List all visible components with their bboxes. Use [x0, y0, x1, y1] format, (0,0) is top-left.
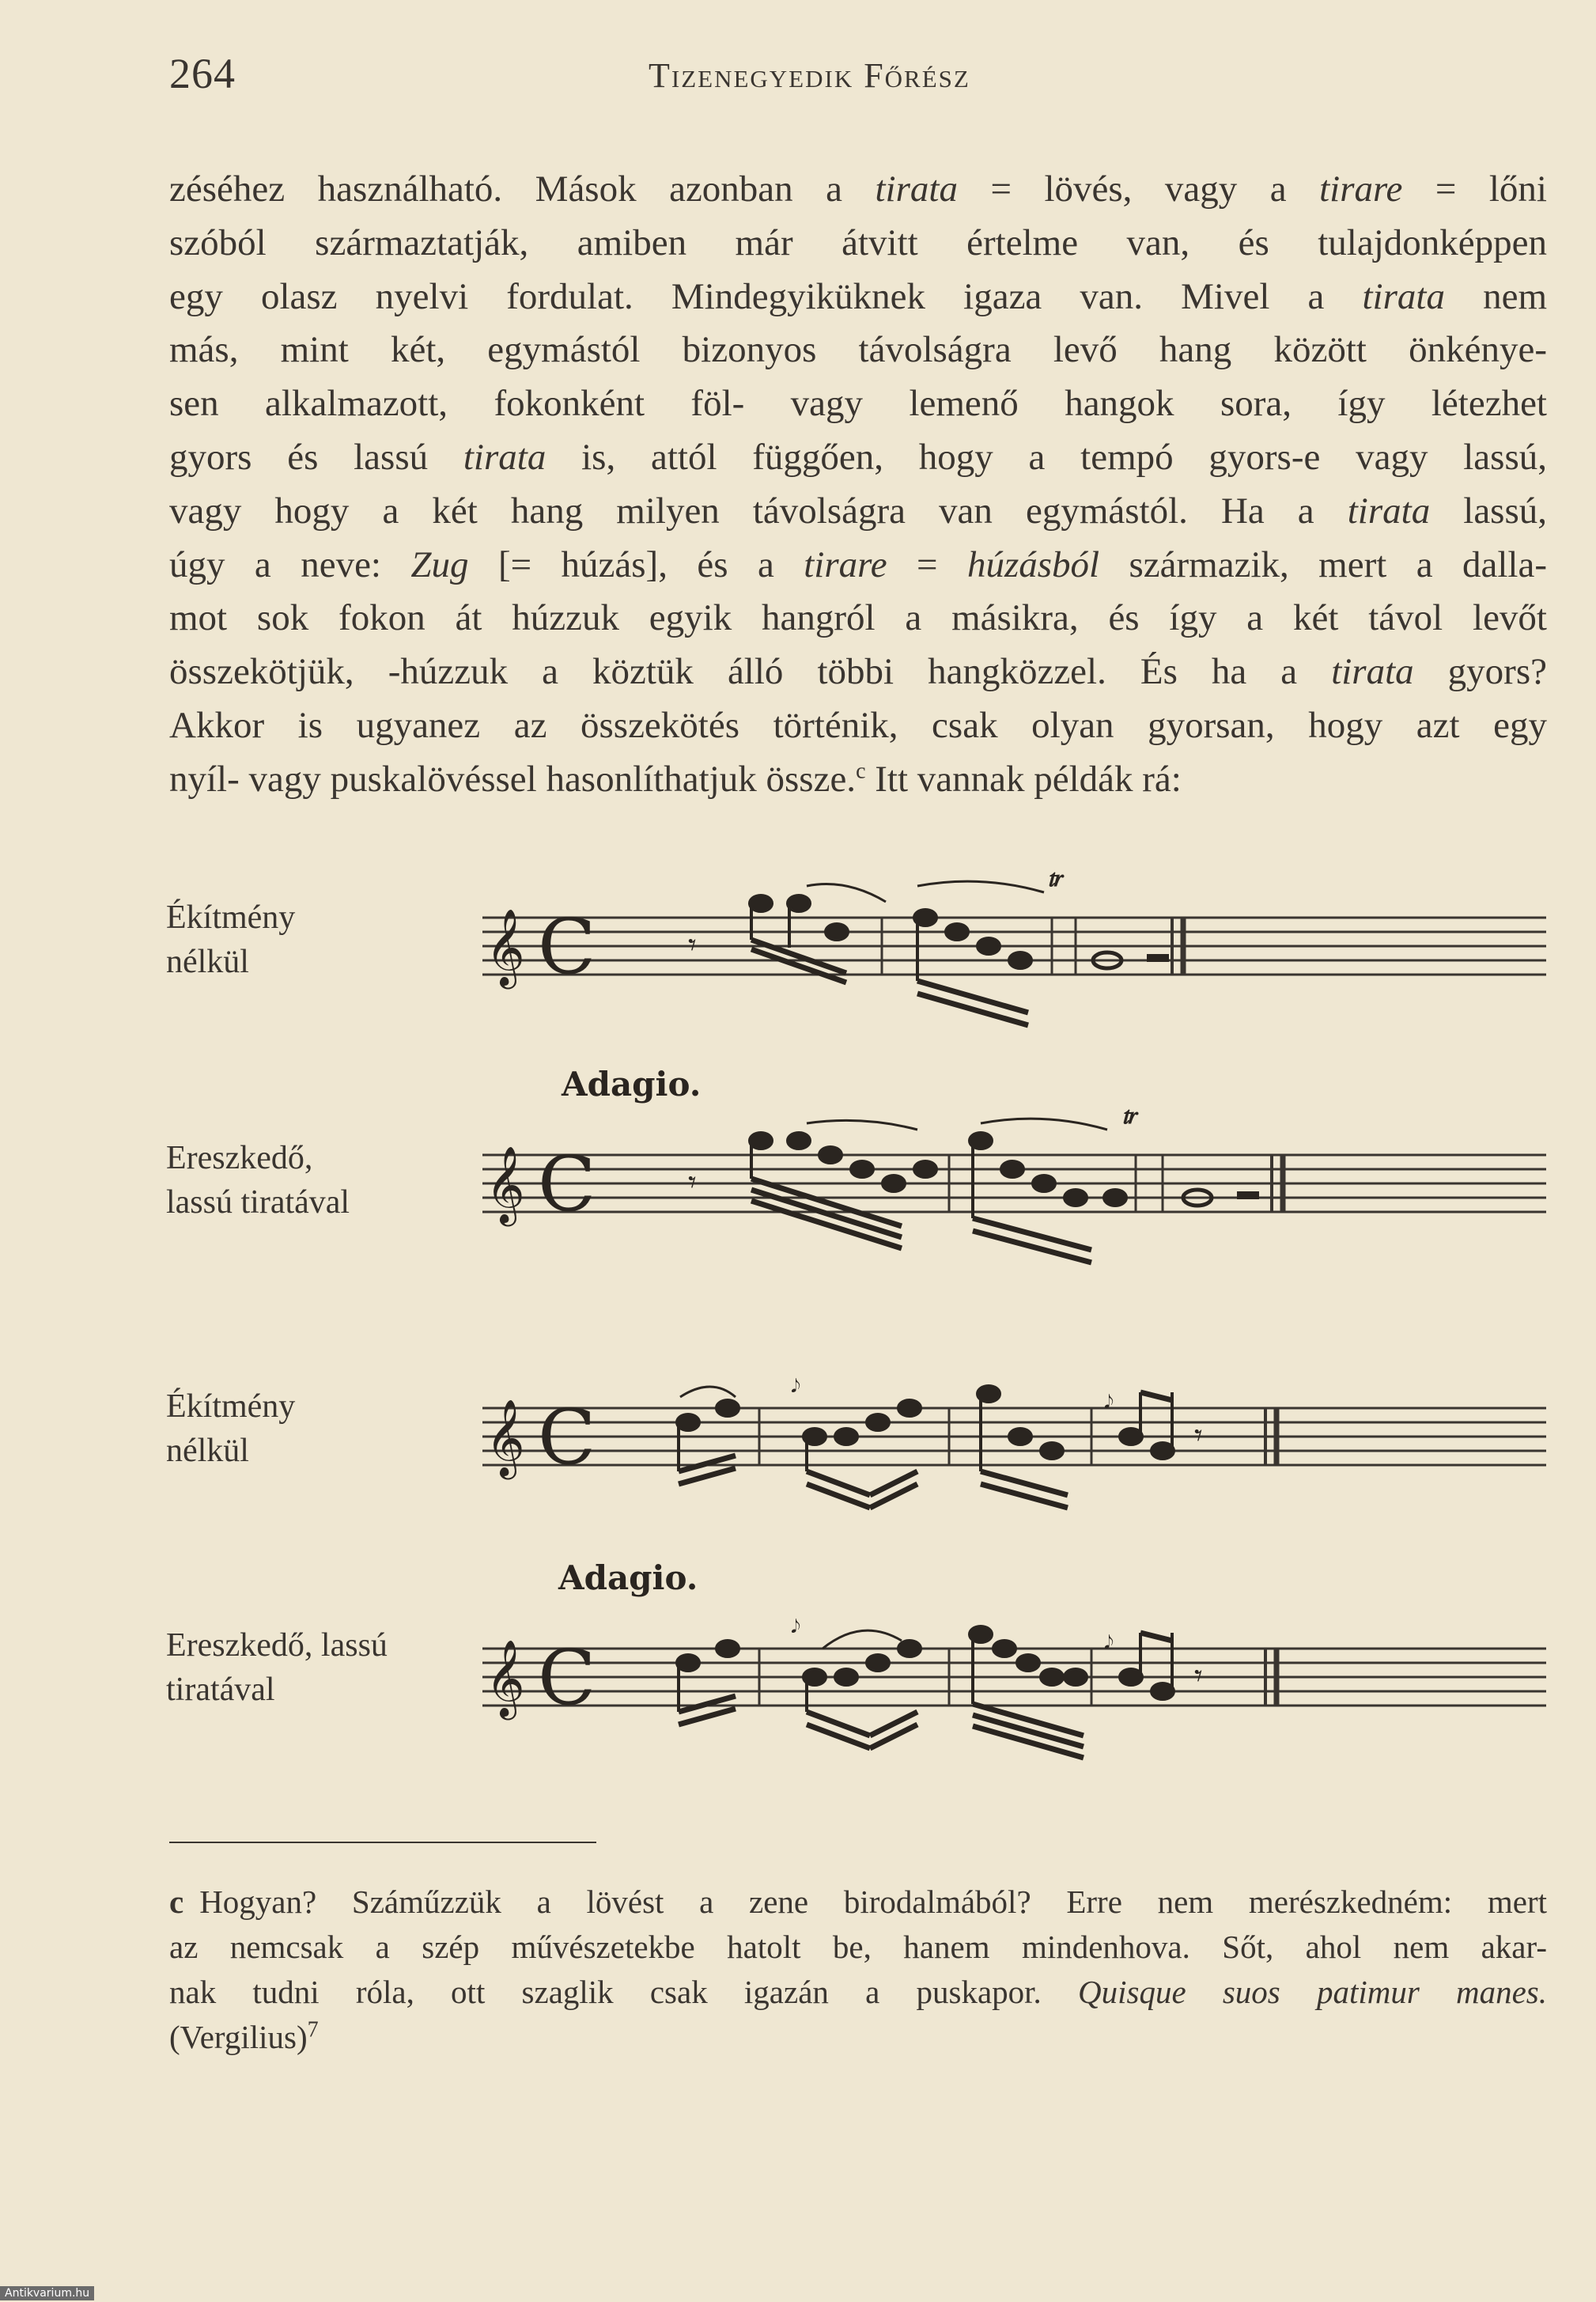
- running-title: Tizenegyedik Főrész: [649, 56, 970, 95]
- rest-icon: 𝄾: [688, 927, 697, 964]
- footnote-line: az nemcsak a szép művészetekbe hatolt be, hanem mindenhova. Sőt, ahol nem akar-: [169, 1929, 1547, 1965]
- text-line: vagy hogy a két hang milyen távolságra van egymástól. Ha a tirata lassú,: [169, 490, 1548, 532]
- watermark: Antikvarium.hu: [0, 2286, 94, 2300]
- footnote-line: nak tudni róla, ott szaglik csak igazán a puskapor. Quisque suos patimur manes.: [169, 1974, 1547, 2010]
- example-2-label: Ereszkedő, lassú tiratával: [166, 1140, 350, 1221]
- clef-icon: 𝄞: [486, 1399, 525, 1476]
- note-group: [750, 884, 886, 983]
- note-group: [978, 1386, 1068, 1508]
- rest-icon: [1147, 954, 1169, 962]
- text-line: nyíl- vagy puskalövéssel hasonlíthatjuk össze.$^c$ Itt vannak példák rá:: [169, 758, 1182, 800]
- note-group: [914, 881, 1044, 1025]
- example-1-label: Ékítmény nélkül: [166, 899, 296, 980]
- grace-note-icon: 𝆕: [1104, 1383, 1114, 1415]
- note-group: [1120, 1633, 1174, 1699]
- example-3-label: Ékítmény nélkül: [166, 1388, 296, 1469]
- music-staff-4: [475, 1585, 1550, 1775]
- text-line: gyors és lassú tirata is, attól függően, hogy a tempó gyors-e vagy lassú,: [169, 436, 1547, 478]
- grace-note-icon: 𝆕: [791, 1367, 801, 1399]
- text-line: mot sok fokon át húzzuk egyik hangról a másikra, és így a két távol levőt: [169, 597, 1547, 639]
- footnote-marker: c: [169, 1884, 184, 1920]
- body-paragraph: [169, 163, 1547, 807]
- footnote-line: (Vergilius)$^7$: [169, 2017, 319, 2055]
- text-line: úgy a neve: Zug [= húzás], és a tirare = húzásból származik, mert a dalla-: [169, 543, 1547, 585]
- footnote-divider: [169, 1842, 596, 1843]
- note-group: [804, 1400, 921, 1508]
- note-group: [1120, 1392, 1174, 1459]
- note-group: [970, 1119, 1126, 1263]
- music-examples: [0, 839, 1596, 1756]
- footnote-line: c Hogyan? Száműzzük a lövést a zene birodalmából? Erre nem merészkedném: mert: [169, 1884, 1547, 1920]
- example-4-label: Ereszkedő, lassú tiratával: [166, 1627, 388, 1708]
- text-line: zéséhez használható. Mások azonban a tirata = lövés, vagy a tirare = lőni: [169, 168, 1547, 210]
- rest-icon: [1237, 1191, 1259, 1199]
- music-staff-1: [475, 854, 1550, 1044]
- page-number: 264: [169, 50, 236, 97]
- rest-icon: 𝄾: [1194, 1418, 1203, 1454]
- clef-icon: 𝄞: [486, 1145, 525, 1223]
- common-time-icon: C: [538, 1140, 596, 1229]
- page-header: [169, 49, 1509, 112]
- text-line: összekötjük, -húzzuk a köztük álló többi hangközzel. És ha a tirata gyors?: [169, 651, 1547, 693]
- note-group: [677, 1641, 739, 1725]
- trill-icon: 𝆖: [1123, 1100, 1138, 1130]
- music-staff-3: [475, 1345, 1550, 1535]
- text-line: sen alkalmazott, fokonként föl- vagy lemenő hangok sora, így létezhet: [169, 383, 1547, 425]
- clef-icon: 𝄞: [486, 908, 525, 986]
- common-time-icon: C: [538, 1634, 596, 1722]
- clef-icon: 𝄞: [486, 1639, 525, 1717]
- text-line: Akkor is ugyanez az összekötés történik, csak olyan gyorsan, hogy azt egy: [169, 704, 1547, 746]
- footnote: [169, 1880, 1547, 2060]
- rest-icon: 𝄾: [1194, 1658, 1203, 1694]
- trill-icon: 𝆖: [1049, 862, 1064, 892]
- tempo-marking: Adagio.: [562, 1065, 702, 1104]
- common-time-icon: C: [538, 1393, 596, 1482]
- rest-icon: 𝄾: [688, 1164, 697, 1201]
- grace-note-icon: 𝆕: [1104, 1623, 1114, 1656]
- grace-note-icon: 𝆕: [791, 1607, 801, 1640]
- common-time-icon: C: [538, 903, 596, 991]
- text-line: egy olasz nyelvi fordulat. Mindegyiküknek igaza van. Mivel a tirata nem: [169, 275, 1548, 317]
- tempo-marking: Adagio.: [558, 1558, 698, 1597]
- text-line: szóból származtatják, amiben már átvitt értelme van, és tulajdonképpen: [169, 221, 1547, 263]
- music-staff-2: [475, 1092, 1550, 1282]
- text-line: más, mint két, egymástól bizonyos távolságra levő hang között önkénye-: [169, 329, 1547, 371]
